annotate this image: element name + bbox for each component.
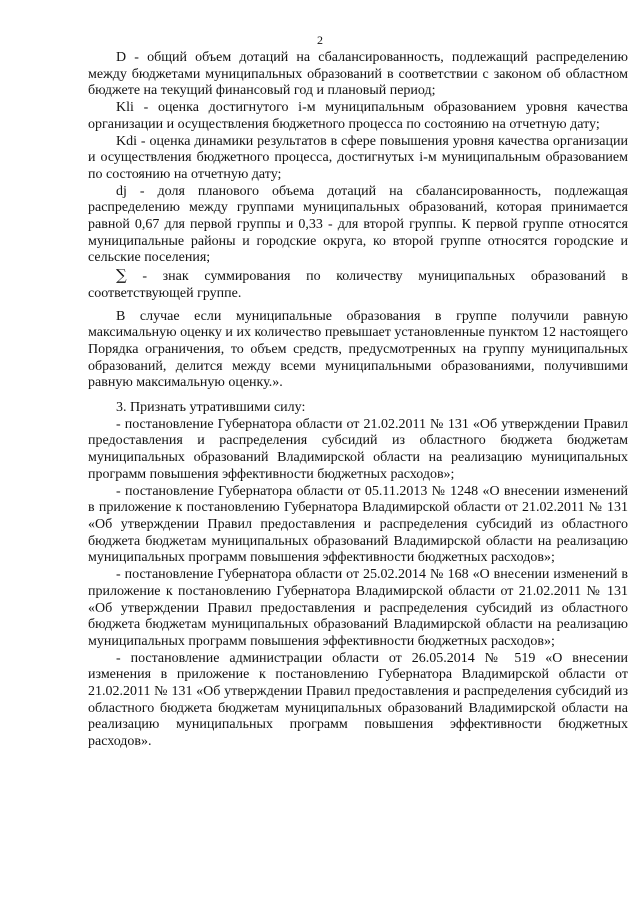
definition-dj: dj - доля планового объема дотаций на сбалансированность, подлежащая распределению между группами муниципальных образований, которая принимается равной 0,67 для первой группы и 0,33 - для второй группы. К первой группе относятся муниципальные районы и городские округа, ко второй группе относятся городские и сельские поселения; [88,183,628,266]
page-number: 2 [317,33,323,47]
sum-definition-text: - знак суммирования по количеству муниципальных образований в соответствующей группе. [88,269,628,301]
definition-d: D - общий объем дотаций на сбалансированность, подлежащий распределению между бюджетами муниципальных образований в соответствии с законом об областном бюджете на текущий финансовый год и плановый период; [88,50,628,99]
equal-score-paragraph: В случае если муниципальные образования в группе получили равную максимальную оценку и их количество превышает установленные пунктом 12 настоящего Порядка ограничения, то объем средств, предусмотренных на группу муниципальных образований, делится между всеми муниципальными образованиями, получившими равную максимальную оценку.». [88,308,628,391]
definition-kdi: Kdi - оценка динамики результатов в сфере повышения уровня качества организации и осуществления бюджетного процесса, достигнутых i-м муниципальным образованием по состоянию на отчетную дату; [88,133,628,182]
definition-sum [88,267,628,302]
repeal-heading: 3. Признать утратившими силу: [116,400,306,416]
definition-kli: Kli - оценка достигнутого i-м муниципальным образованием уровня качества организации и осуществления бюджетного процесса по состоянию на отчетную дату; [88,100,628,132]
repeal-item: - постановление администрации области от 26.05.2014 № 519 «О внесении изменения в приложение к постановлению Губернатора Владимирской области от 21.02.2011 № 131 «Об утверждении Правил предоставления и распределения субсидий из областного бюджета бюджетам муниципальных образований Владимирской области на реализацию муниципальных программ повышения эффективности бюджетных расходов». [88,650,628,750]
repeal-item: - постановление Губернатора области от 25.02.2014 № 168 «О внесении изменений в приложение к постановлению Губернатора Владимирской области от 21.02.2011 № 131 «Об утверждении Правил предоставления и распределения субсидий из областного бюджета бюджетам муниципальных образований Владимирской области на реализацию муниципальных программ повышения эффективности бюджетных расходов»; [88,567,628,649]
document-body [88,50,628,751]
repeal-item: - постановление Губернатора области от 05.11.2013 № 1248 «О внесении изменений в приложение к постановлению Губернатора Владимирской области от 21.02.2011 № 131 «Об утверждении Правил предоставления и распределения субсидий из областного бюджета бюджетам муниципальных образований Владимирской области на реализацию муниципальных программ повышения эффективности бюджетных расходов»; [88,483,628,566]
sum-symbol: ∑ [116,266,127,285]
repeal-item: - постановление Губернатора области от 21.02.2011 № 131 «Об утверждении Правил предоставления и распределения субсидий из областного бюджета бюджетам муниципальных образований Владимирской области на реализацию муниципальных программ повышения эффективности бюджетных расходов»; [88,416,628,482]
